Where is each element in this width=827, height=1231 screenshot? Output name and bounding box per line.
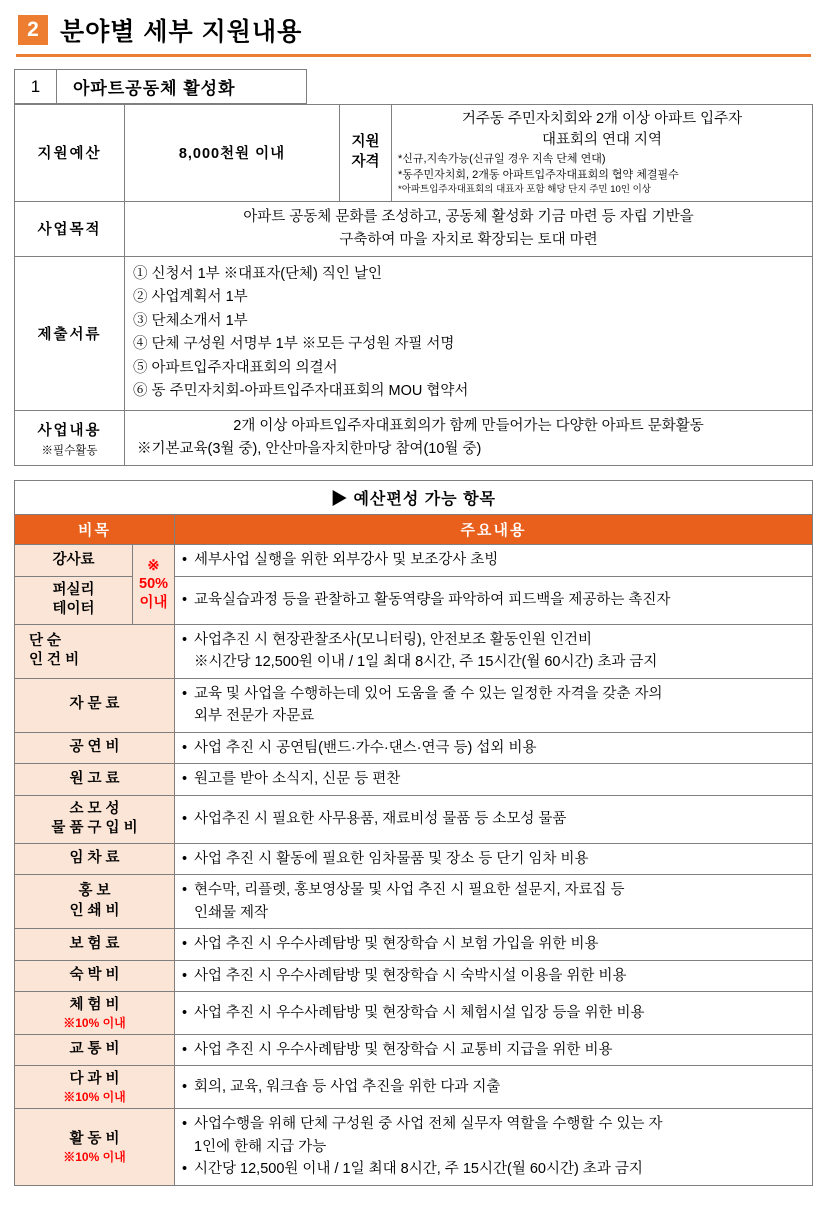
documents-cell bbox=[125, 256, 813, 410]
purpose-line1: 아파트 공동체 문화를 조성하고, 공동체 활성화 기금 마련 등 자립 기반을 bbox=[243, 208, 694, 225]
category-experience-cost bbox=[15, 992, 175, 1035]
table-row-title bbox=[15, 481, 813, 515]
section-number-badge: 2 bbox=[18, 15, 48, 45]
section1-title: 아파트공동체 활성화 bbox=[57, 70, 307, 104]
budget-value: 8,000천원 이내 bbox=[125, 105, 340, 202]
category-note: ※10% 이내 bbox=[63, 1090, 126, 1105]
list-item: • 사업 추진 시 우수사례탐방 및 현장학습 시 숙박시설 이용을 위한 비용 bbox=[181, 965, 806, 987]
table-row bbox=[15, 960, 813, 991]
list-item: ⑤ 아파트입주자대표회의 의결서 bbox=[133, 359, 338, 376]
list-item-line2: 1인에 한해 지급 가능 bbox=[194, 1138, 327, 1155]
bullet-list bbox=[181, 737, 806, 759]
category-rental-fee: 임 차 료 bbox=[15, 843, 175, 874]
table-row bbox=[15, 70, 307, 104]
bullet-list bbox=[181, 683, 806, 728]
list-item: • 교육실습과정 등을 관찰하고 활동역량을 파악하여 피드백을 제공하는 촉진자 bbox=[181, 589, 806, 611]
table-row bbox=[15, 732, 813, 763]
list-item: • 사업 추진 시 활동에 필요한 임차물품 및 장소 등 단기 임차 비용 bbox=[181, 848, 806, 870]
category-line1: 홍 보 bbox=[78, 883, 111, 900]
table-row bbox=[15, 764, 813, 795]
list-item: ② 사업계획서 1부 bbox=[133, 289, 248, 306]
description-cell bbox=[175, 960, 813, 991]
table-row bbox=[15, 678, 813, 732]
list-item: • 시간당 12,500원 이내 / 1일 최대 8시간, 주 15시간(월 60시간) 초과 금지 bbox=[181, 1158, 806, 1180]
category-lodging-cost: 숙 박 비 bbox=[15, 960, 175, 991]
bullet-list bbox=[181, 589, 806, 611]
description-cell bbox=[175, 992, 813, 1035]
bullet-list bbox=[181, 768, 806, 790]
section-gap bbox=[14, 466, 813, 480]
category-line2: 물 품 구 입 비 bbox=[51, 820, 138, 837]
category-line2: 테이터 bbox=[52, 601, 95, 618]
list-item: • 사업추진 시 현장관찰조사(모니터링), 안전보조 활동인원 인건비 bbox=[181, 629, 806, 651]
category-note: ※10% 이내 bbox=[63, 1149, 126, 1164]
pct-line1: ※ bbox=[147, 558, 160, 575]
qual-label-line2: 자격 bbox=[351, 153, 380, 170]
list-item: ① 신청서 1부 ※대표자(단체) 직인 날인 bbox=[133, 265, 382, 282]
documents-list bbox=[131, 261, 806, 406]
list-item bbox=[181, 1113, 806, 1158]
bullet-list bbox=[181, 1076, 806, 1098]
list-item: • 원고를 받아 소식지, 신문 등 편찬 bbox=[181, 768, 806, 790]
pct-line3: 이내 bbox=[139, 594, 168, 611]
section1-title-table bbox=[14, 69, 307, 104]
list-item: • 사업 추진 시 우수사례탐방 및 현장학습 시 체험시설 입장 등을 위한 비용 bbox=[181, 1002, 806, 1024]
bullet-list bbox=[181, 549, 806, 571]
description-cell bbox=[175, 1109, 813, 1185]
table-row bbox=[15, 1066, 813, 1109]
list-item: • 사업 추진 시 공연팀(밴드·가수·댄스·연극 등) 섭외 비용 bbox=[181, 737, 806, 759]
bullet-list bbox=[181, 1002, 806, 1024]
category-performance-cost: 공 연 비 bbox=[15, 732, 175, 763]
qualification-cell bbox=[392, 105, 813, 202]
category-note: ※10% 이내 bbox=[63, 1015, 126, 1030]
content-line2: ※기본교육(3월 중), 안산마을자치한마당 참여(10월 중) bbox=[137, 441, 482, 457]
category-percent-limit bbox=[133, 545, 175, 625]
description-cell bbox=[175, 795, 813, 843]
bullet-list bbox=[181, 1039, 806, 1061]
category-label: 활 동 비 bbox=[69, 1131, 120, 1148]
content-label-main: 사업내용 bbox=[37, 422, 102, 439]
header-divider bbox=[16, 54, 811, 57]
category-promotion-printing-cost bbox=[15, 875, 175, 929]
list-item-line1: 현수막, 리플렛, 홍보영상물 및 사업 추진 시 필요한 설문지, 자료집 등 bbox=[194, 882, 625, 899]
category-facilitator bbox=[15, 576, 133, 624]
page-header bbox=[14, 12, 813, 54]
category-simple-labor-cost bbox=[15, 624, 175, 678]
bullet-list bbox=[181, 965, 806, 987]
table-row bbox=[15, 1035, 813, 1066]
qual-main-line2: 대표회의 연대 지역 bbox=[541, 132, 663, 149]
description-cell bbox=[175, 545, 813, 576]
page-title: 분야별 세부 지원내용 bbox=[60, 18, 303, 46]
budget-items-table bbox=[14, 480, 813, 1186]
content-cell bbox=[125, 410, 813, 465]
list-item: • 회의, 교육, 워크숍 등 사업 추진을 위한 다과 지출 bbox=[181, 1076, 806, 1098]
row-label-purpose: 사업목적 bbox=[15, 201, 125, 256]
category-advisory-fee: 자 문 료 bbox=[15, 678, 175, 732]
purpose-cell bbox=[125, 201, 813, 256]
section1-info-table bbox=[14, 104, 813, 466]
list-item bbox=[181, 879, 806, 924]
list-item: • 사업 추진 시 우수사례탐방 및 현장학습 시 보험 가입을 위한 비용 bbox=[181, 933, 806, 955]
table-row bbox=[15, 545, 813, 576]
category-line2: 인 쇄 비 bbox=[69, 902, 120, 919]
category-line1: 퍼실리 bbox=[52, 581, 95, 598]
category-activity-cost bbox=[15, 1109, 175, 1185]
list-item: • 사업추진 시 필요한 사무용품, 재료비성 물품 등 소모성 물품 bbox=[181, 808, 806, 830]
row-label-documents: 제출서류 bbox=[15, 256, 125, 410]
row-label-content bbox=[15, 410, 125, 465]
purpose-line2: 구축하여 마을 자치로 확장되는 토대 마련 bbox=[339, 231, 598, 248]
table-row bbox=[15, 992, 813, 1035]
list-item-line2: 인쇄물 제작 bbox=[194, 904, 269, 921]
category-transportation-cost: 교 통 비 bbox=[15, 1035, 175, 1066]
table-row bbox=[15, 1109, 813, 1185]
pct-line2: 50% bbox=[139, 576, 169, 593]
description-cell bbox=[175, 576, 813, 624]
category-insurance-fee: 보 험 료 bbox=[15, 929, 175, 960]
bullet-list bbox=[181, 933, 806, 955]
description-cell bbox=[175, 624, 813, 678]
description-cell bbox=[175, 929, 813, 960]
qual-label-line1: 지원 bbox=[351, 134, 380, 151]
table-row bbox=[15, 795, 813, 843]
qual-main-line1: 거주동 주민자치회와 2개 이상 아파트 입주자 bbox=[461, 111, 743, 127]
description-cell bbox=[175, 732, 813, 763]
table-row bbox=[15, 843, 813, 874]
qual-note-2: *동주민자치회, 2개동 아파트입주자대표회의 협약 체결필수 bbox=[398, 168, 679, 181]
category-split-line2 bbox=[21, 651, 168, 671]
list-item-line2: 외부 전문가 자문료 bbox=[194, 708, 315, 725]
category-consumables-purchase-cost bbox=[15, 795, 175, 843]
table-row-purpose bbox=[15, 201, 813, 256]
category-label: 체 험 비 bbox=[69, 997, 120, 1014]
description-cell bbox=[175, 843, 813, 874]
row-label-budget: 지원예산 bbox=[15, 105, 125, 202]
category-left-a: 단 순 bbox=[29, 632, 62, 649]
column-header-category: 비목 bbox=[15, 515, 175, 545]
bullet-list bbox=[181, 1113, 806, 1180]
qual-note-3: *아파트입주자대표회의 대표자 포함 해당 단지 주민 10인 이상 bbox=[398, 183, 651, 195]
budget-table-title: ▶ 예산편성 가능 항목 bbox=[15, 481, 813, 515]
category-line1: 소 모 성 bbox=[69, 800, 120, 817]
description-cell bbox=[175, 1035, 813, 1066]
list-item: • 세부사업 실행을 위한 외부강사 및 보조강사 초빙 bbox=[181, 549, 806, 571]
content-label-sub: ※필수활동 bbox=[41, 444, 98, 457]
bullet-list bbox=[181, 848, 806, 870]
category-label: 다 과 비 bbox=[69, 1071, 120, 1088]
list-item: • 사업 추진 시 우수사례탐방 및 현장학습 시 교통비 지급을 위한 비용 bbox=[181, 1039, 806, 1061]
bullet-list bbox=[181, 808, 806, 830]
table-row-documents bbox=[15, 256, 813, 410]
description-cell bbox=[175, 1066, 813, 1109]
list-item: ※시간당 12,500원 이내 / 1일 최대 8시간, 주 15시간(월 60시간) 초과 금지 bbox=[194, 654, 658, 671]
table-row-content bbox=[15, 410, 813, 465]
list-item: ③ 단체소개서 1부 bbox=[133, 312, 248, 329]
bullet-list bbox=[181, 879, 806, 924]
description-cell bbox=[175, 678, 813, 732]
column-header-description: 주요내용 bbox=[175, 515, 813, 545]
table-row bbox=[15, 624, 813, 678]
table-row bbox=[15, 875, 813, 929]
description-cell bbox=[175, 875, 813, 929]
list-item: ⑥ 동 주민자치회-아파트입주자대표회의 MOU 협약서 bbox=[133, 383, 469, 400]
list-item-line1: 교육 및 사업을 수행하는데 있어 도움을 줄 수 있는 일정한 자격을 갖춘 자의 bbox=[194, 685, 663, 702]
category-lecturer-fee: 강사료 bbox=[15, 545, 133, 576]
list-item-line1: 사업수행을 위해 단체 구성원 중 사업 전체 실무자 역할을 수행할 수 있는 자 bbox=[194, 1116, 663, 1133]
table-row-header bbox=[15, 515, 813, 545]
table-row bbox=[15, 929, 813, 960]
category-left-b: 인 건 비 bbox=[29, 652, 80, 669]
category-manuscript-fee: 원 고 료 bbox=[15, 764, 175, 795]
table-row-budget bbox=[15, 105, 813, 202]
content-line1: 2개 이상 아파트입주자대표회의가 함께 만들어가는 다양한 아파트 문화활동 bbox=[233, 417, 704, 434]
category-split-line1 bbox=[21, 632, 168, 652]
section1-number: 1 bbox=[15, 70, 57, 104]
list-item bbox=[181, 683, 806, 728]
qual-note-1: *신규,지속가능(신규일 경우 지속 단체 연대) bbox=[398, 153, 606, 166]
row-label-qualification bbox=[340, 105, 392, 202]
bullet-list bbox=[181, 629, 806, 674]
list-item: ④ 단체 구성원 서명부 1부 ※모든 구성원 자필 서명 bbox=[133, 336, 455, 353]
description-cell bbox=[175, 764, 813, 795]
category-refreshment-cost bbox=[15, 1066, 175, 1109]
